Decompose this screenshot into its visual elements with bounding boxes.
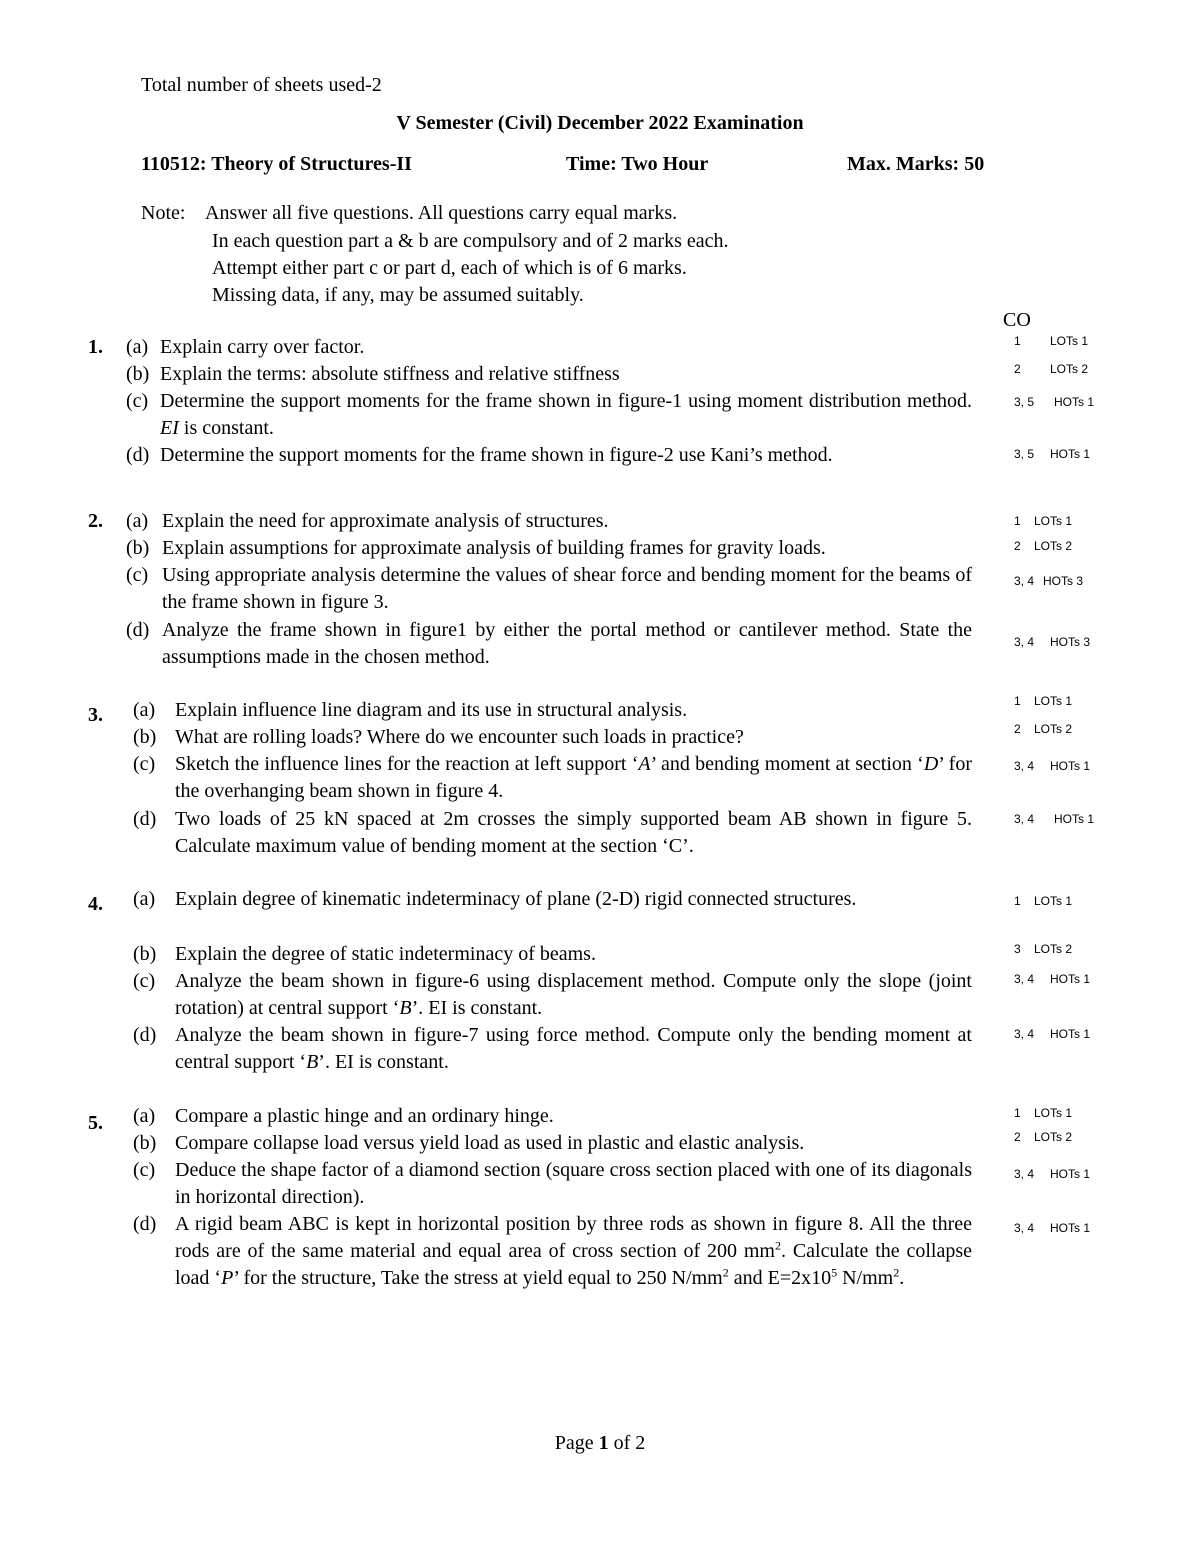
superscript: 2 — [722, 1265, 729, 1280]
co-number: 2 — [1014, 1130, 1021, 1144]
symbol: EI — [160, 417, 179, 439]
lot-level: HOTs 1 — [1050, 1027, 1091, 1041]
co-number: 3, 4 — [1014, 1027, 1035, 1041]
lot-level: LOTs 2 — [1050, 362, 1089, 376]
co-number: 3, 4 — [1014, 1221, 1035, 1235]
lot-level: HOTs 1 — [1050, 1221, 1091, 1235]
page-prefix: Page — [554, 1432, 599, 1454]
question-number: 4. — [88, 893, 103, 915]
page-number — [0, 1430, 1200, 1457]
max-marks: Max. Marks: 50 — [847, 153, 985, 175]
lot-level: HOTs 1 — [1050, 972, 1091, 986]
question-text-part: ’ for the overhanging beam shown in figure 4. — [175, 753, 973, 802]
co-number: 3 — [1014, 942, 1021, 956]
question-text — [175, 968, 972, 1022]
lot-level: HOTs 1 — [1054, 395, 1095, 409]
lot-level: LOTs 2 — [1034, 722, 1073, 736]
lot-level: HOTs 3 — [1050, 635, 1091, 649]
symbol: P — [221, 1267, 234, 1289]
question-text: Explain the degree of static indeterminacy of beams. — [175, 943, 596, 965]
co-number: 2 — [1014, 539, 1021, 553]
part-label: (b) — [133, 943, 157, 965]
part-label: (a) — [133, 699, 156, 721]
lot-level: HOTs 1 — [1054, 812, 1095, 826]
co-number: 3, 4 — [1014, 759, 1035, 773]
part-label: (b) — [126, 363, 150, 385]
note-line-1: Answer all five questions. All questions carry equal marks. — [205, 202, 678, 224]
question-text-part: Sketch the influence lines for the reaction at left support ‘ — [175, 753, 639, 775]
question-number: 2. — [88, 510, 103, 532]
co-number: 3, 4 — [1014, 812, 1035, 826]
question-text: Explain carry over factor. — [160, 336, 365, 358]
question-text: Compare collapse load versus yield load as used in plastic and elastic analysis. — [175, 1132, 805, 1154]
question-text-part: N/mm — [837, 1267, 894, 1289]
part-label: (d) — [133, 1213, 157, 1235]
question-text: Explain the terms: absolute stiffness and relative stiffness — [160, 363, 620, 385]
question-text-part: and E=2x10 — [728, 1267, 832, 1289]
part-label: (c) — [126, 564, 149, 586]
question-text-part: is constant. — [183, 417, 274, 439]
part-label: (b) — [133, 726, 157, 748]
part-label: (b) — [126, 537, 150, 559]
co-number: 1 — [1014, 694, 1021, 708]
note-label: Note: — [141, 202, 186, 224]
part-label: (c) — [133, 970, 156, 992]
part-label: (a) — [133, 888, 156, 910]
question-number: 5. — [88, 1112, 103, 1134]
page-total: 2 — [635, 1432, 646, 1454]
question-text-part: . Calculate the collapse load ‘ — [175, 1240, 972, 1289]
part-label: (d) — [133, 808, 157, 830]
question-text: Using appropriate analysis determine the values of shear force and bending moment for the beams of the frame shown in figure 3. — [162, 564, 972, 613]
sheets-used: Total number of sheets used-2 — [141, 74, 382, 96]
lot-level: LOTs 1 — [1034, 694, 1073, 708]
lot-level: HOTs 3 — [1043, 574, 1084, 588]
question-text — [175, 1211, 972, 1292]
lot-level: LOTs 2 — [1034, 942, 1073, 956]
exam-time: Time: Two Hour — [566, 153, 709, 175]
question-text-part: Analyze the beam shown in figure-6 using displacement method. Compute only the slope (joint rotation) at central support ‘ — [175, 970, 972, 1019]
lot-level: HOTs 1 — [1050, 1167, 1091, 1181]
question-text: Two loads of 25 kN spaced at 2m crosses the simply supported beam AB shown in figure 5. Calculate maximum value of bending moment at the section ‘C’. — [175, 808, 972, 857]
lot-level: LOTs 2 — [1034, 1130, 1073, 1144]
question-text: Explain the need for approximate analysis of structures. — [162, 510, 609, 532]
co-header: CO — [1003, 309, 1031, 331]
question-text — [175, 1022, 972, 1076]
question-text: Explain assumptions for approximate analysis of building frames for gravity loads. — [162, 537, 826, 559]
question-text: What are rolling loads? Where do we encounter such loads in practice? — [175, 726, 744, 748]
question-text: Explain influence line diagram and its use in structural analysis. — [175, 699, 688, 721]
question-text-part: A rigid beam ABC is kept in horizontal position by three rods as shown in figure 8. All the three rods are of the same material and equal area of cross section of 200 mm — [175, 1213, 972, 1262]
question-text-part: ’ for the structure, Take the stress at yield equal to 250 N/mm — [233, 1267, 723, 1289]
symbol: A — [638, 753, 651, 775]
lot-level: HOTs 1 — [1050, 759, 1091, 773]
co-number: 3, 5 — [1014, 395, 1035, 409]
co-number: 3, 4 — [1014, 635, 1035, 649]
superscript: 2 — [893, 1265, 900, 1280]
question-text-part: Analyze the beam shown in figure-7 using force method. Compute only the bending moment at central support ‘ — [175, 1024, 972, 1073]
page-mid: of — [608, 1432, 636, 1454]
question-text: Explain degree of kinematic indeterminacy of plane (2-D) rigid connected structures. — [175, 888, 857, 910]
question-text — [160, 388, 972, 442]
note-line-2: In each question part a & b are compulsory and of 2 marks each. — [212, 230, 729, 252]
superscript: 5 — [831, 1265, 838, 1280]
part-label: (b) — [133, 1132, 157, 1154]
symbol: B — [399, 997, 412, 1019]
co-number: 1 — [1014, 514, 1021, 528]
lot-level: LOTs 1 — [1034, 1106, 1073, 1120]
question-text: Determine the support moments for the frame shown in figure-2 use Kani’s method. — [160, 444, 833, 466]
co-number: 1 — [1014, 334, 1021, 348]
question-text-part: ’ and bending moment at section ‘ — [650, 753, 924, 775]
part-label: (d) — [126, 444, 150, 466]
lot-level: LOTs 1 — [1034, 514, 1073, 528]
co-number: 3, 4 — [1014, 972, 1035, 986]
question-text-part: ’. EI is constant. — [411, 997, 543, 1019]
question-text-part: ’. EI is constant. — [318, 1051, 449, 1073]
symbol: B — [306, 1051, 319, 1073]
note-line-3: Attempt either part c or part d, each of which is of 6 marks. — [212, 257, 687, 279]
question-text — [175, 751, 972, 805]
lot-level: LOTs 1 — [1034, 894, 1073, 908]
superscript: 2 — [775, 1238, 781, 1253]
co-number: 3, 5 — [1014, 447, 1035, 461]
question-text-part: Determine the support moments for the frame shown in figure-1 using moment distribution method. — [160, 390, 972, 412]
symbol: D — [923, 753, 939, 775]
co-number: 2 — [1014, 362, 1021, 376]
co-number: 3, 4 — [1014, 1167, 1035, 1181]
part-label: (c) — [133, 753, 156, 775]
question-number: 1. — [88, 336, 103, 358]
subject-code: 110512: Theory of Structures-II — [141, 153, 412, 175]
note-line-4: Missing data, if any, may be assumed suitably. — [212, 284, 584, 306]
co-number: 2 — [1014, 722, 1021, 736]
part-label: (d) — [126, 619, 150, 641]
part-label: (a) — [126, 510, 149, 532]
exam-title: V Semester (Civil) December 2022 Examination — [396, 112, 804, 134]
part-label: (d) — [133, 1024, 157, 1046]
lot-level: HOTs 1 — [1050, 447, 1091, 461]
question-text: Compare a plastic hinge and an ordinary hinge. — [175, 1105, 554, 1127]
part-label: (c) — [133, 1159, 156, 1181]
part-label: (c) — [126, 390, 149, 412]
lot-level: LOTs 2 — [1034, 539, 1073, 553]
question-text: Deduce the shape factor of a diamond section (square cross section placed with one of its diagonals in horizontal direction). — [175, 1159, 972, 1208]
co-number: 3, 4 — [1014, 574, 1035, 588]
question-number: 3. — [88, 704, 103, 726]
part-label: (a) — [126, 336, 149, 358]
co-number: 1 — [1014, 894, 1021, 908]
lot-level: LOTs 1 — [1050, 334, 1089, 348]
question-text: Analyze the frame shown in figure1 by either the portal method or cantilever method. State the assumptions made in the chosen method. — [162, 619, 972, 668]
page-current: 1 — [598, 1432, 609, 1454]
part-label: (a) — [133, 1105, 156, 1127]
question-text-part: . — [899, 1267, 905, 1289]
co-number: 1 — [1014, 1106, 1021, 1120]
